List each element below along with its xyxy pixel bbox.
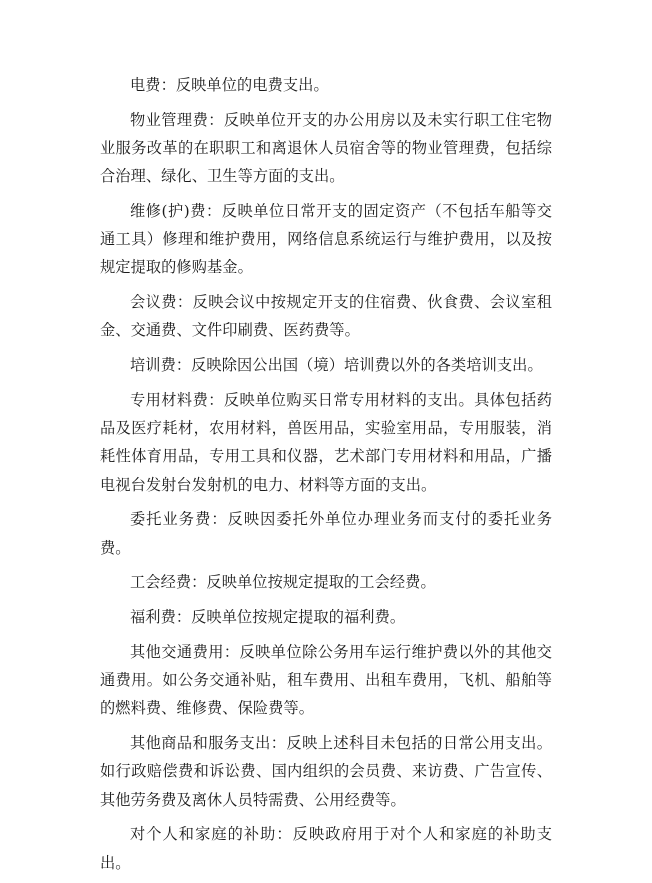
document-body [100, 71, 552, 883]
paragraph-entrusted-business: 委托业务费：反映因委托外单位办理业务而支付的委托业务费。 [100, 510, 552, 557]
paragraph-electricity: 电费：反映单位的电费支出。 [130, 76, 329, 94]
paragraph-special-materials: 专用材料费：反映单位购买日常专用材料的支出。具体包括药品及医疗耗材，农用材料，兽医用品，实验室用品，专用服装，消耗性体育用品，专用工具和仪器，艺术部门专用材料和用品，广播电视台发射台发射机的电力、材料等方面的支出。 [100, 391, 552, 494]
paragraph-property-management: 物业管理费：反映单位开支的办公用房以及未实行职工住宅物业服务改革的在职职工和离退休人员宿舍等的物业管理费，包括综合治理、绿化、卫生等方面的支出。 [100, 110, 552, 186]
paragraph-welfare-fee: 福利费：反映单位按规定提取的福利费。 [130, 608, 406, 627]
paragraph-personal-household-subsidy: 对个人和家庭的补助：反映政府用于对个人和家庭的补助支出。 [100, 825, 552, 872]
paragraph-other-goods-services: 其他商品和服务支出：反映上述科目未包括的日常公用支出。如行政赔偿费和诉讼费、国内组织的会员费、来访费、广告宣传、其他劳务费及离休人员特需费、公用经费等。 [100, 734, 552, 809]
paragraph-meeting-fee: 会议费：反映会议中按规定开支的住宿费、伙食费、会议室租金、交通费、文件印刷费、医药费等。 [100, 293, 552, 340]
paragraph-maintenance: 维修(护)费：反映单位日常开支的固定资产（不包括车船等交通工具）修理和维护费用，网络信息系统运行与维护费用，以及按规定提取的修购基金。 [100, 202, 552, 277]
paragraph-other-transport: 其他交通费用：反映单位除公务用车运行维护费以外的其他交通费用。如公务交通补贴，租车费用、出租车费用，飞机、船舶等的燃料费、维修费、保险费等。 [100, 643, 552, 718]
paragraph-training-fee: 培训费：反映除因公出国（境）培训费以外的各类培训支出。 [130, 356, 543, 375]
paragraph-union-fund: 工会经费：反映单位按规定提取的工会经费。 [130, 573, 436, 592]
